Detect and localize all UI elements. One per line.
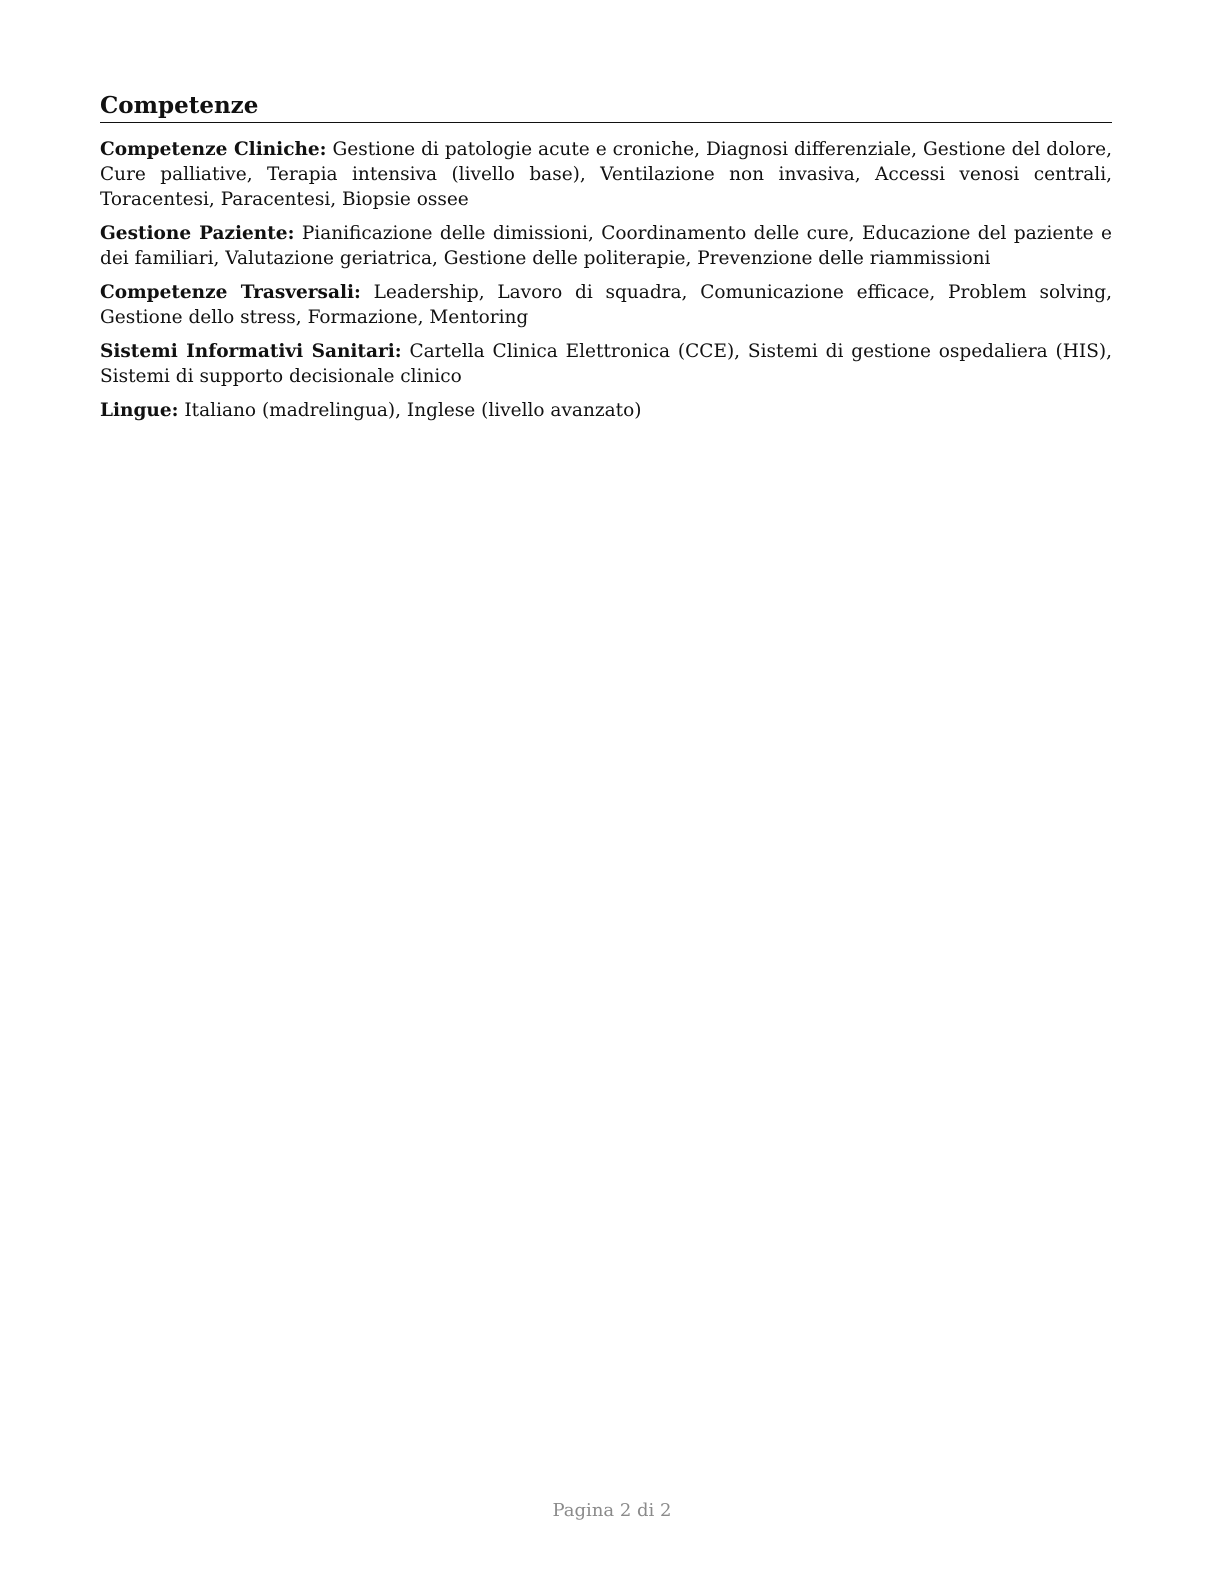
skill-row-patient-management — [100, 221, 1112, 271]
skill-label: Sistemi Informativi Sanitari: — [100, 341, 402, 362]
skill-label: Lingue: — [100, 400, 179, 421]
skill-text: Leadership, Lavoro di squadra, Comunicazione efficace, Problem solving, Gestione dello stress, Formazione, Mentoring — [100, 282, 1113, 328]
page-number-footer: Pagina 2 di 2 — [552, 1500, 672, 1521]
skill-text: Cartella Clinica Elettronica (CCE), Sistemi di gestione ospedaliera (HIS), Sistemi di supporto decisionale clinico — [100, 341, 1112, 387]
skill-label: Competenze Trasversali: — [100, 282, 361, 303]
skill-text: Pianificazione delle dimissioni, Coordinamento delle cure, Educazione del paziente e dei familiari, Valutazione geriatrica, Gestione delle politerapie, Prevenzione delle riammissioni — [100, 223, 1112, 269]
skill-row-clinical — [100, 137, 1112, 212]
skill-label: Gestione Paziente: — [100, 223, 295, 244]
document-page — [100, 90, 1112, 432]
skill-row-health-information-systems — [100, 339, 1112, 389]
skill-text: Italiano (madrelingua), Inglese (livello avanzato) — [184, 400, 642, 421]
skill-label: Competenze Cliniche: — [100, 139, 327, 160]
skill-row-languages — [100, 398, 1112, 423]
skills-list — [100, 137, 1112, 423]
skill-text: Gestione di patologie acute e croniche, Diagnosi differenziale, Gestione del dolore, Cure palliative, Terapia intensiva (livello base), Ventilazione non invasiva, Accessi venosi centrali, Toracentesi, Paracentesi, Biopsie ossee — [100, 139, 1112, 210]
section-title: Competenze — [100, 90, 1112, 123]
skill-row-soft-skills — [100, 280, 1112, 330]
